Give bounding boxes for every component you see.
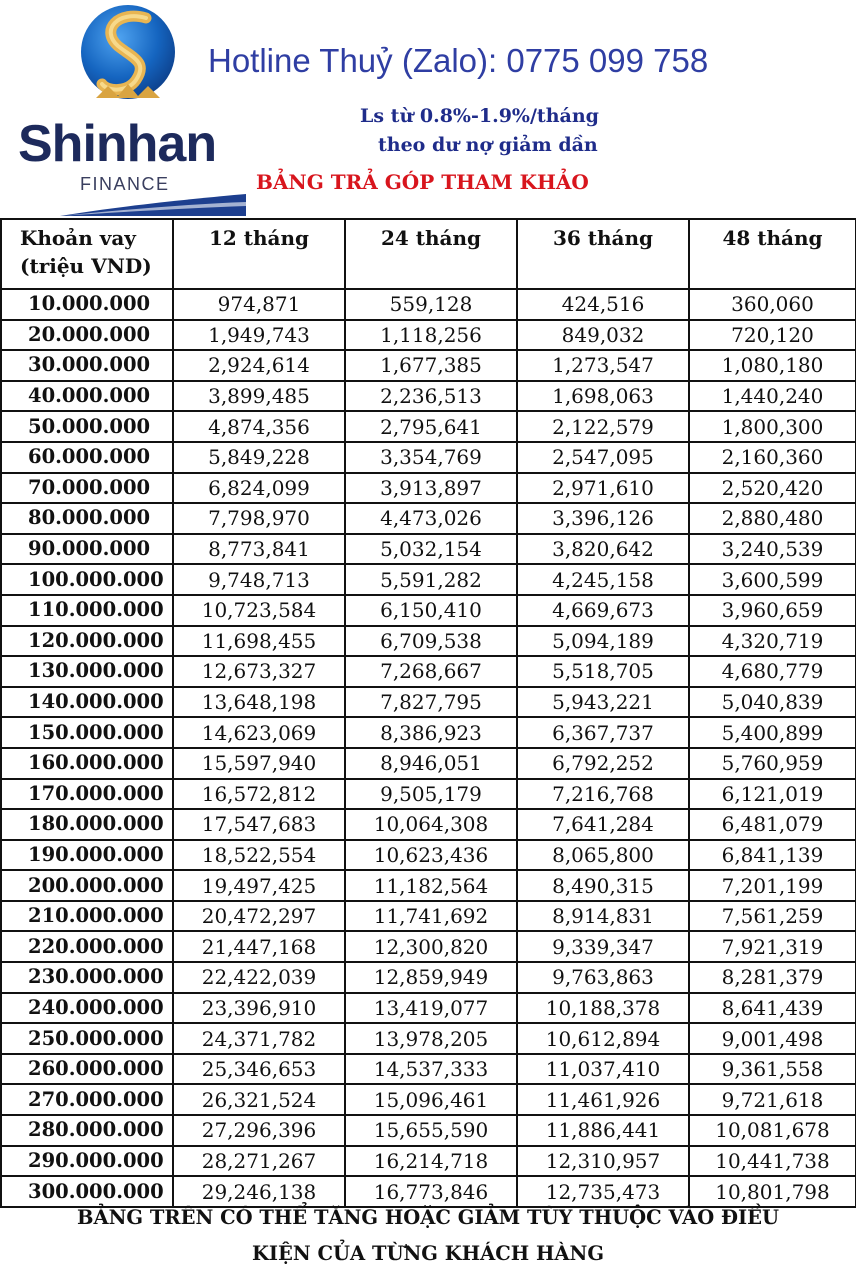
monthly-payment-cell: 5,760,959 bbox=[689, 748, 856, 779]
monthly-payment-cell: 5,094,189 bbox=[517, 626, 689, 657]
monthly-payment-cell: 4,874,356 bbox=[173, 411, 345, 442]
monthly-payment-cell: 3,960,659 bbox=[689, 595, 856, 626]
monthly-payment-cell: 9,763,863 bbox=[517, 962, 689, 993]
monthly-payment-cell: 9,721,618 bbox=[689, 1084, 856, 1115]
monthly-payment-cell: 424,516 bbox=[517, 289, 689, 320]
monthly-payment-cell: 13,419,077 bbox=[345, 993, 517, 1024]
loan-amount-cell: 20.000.000 bbox=[1, 320, 173, 351]
table-row bbox=[1, 503, 856, 534]
loan-amount-cell: 220.000.000 bbox=[1, 931, 173, 962]
monthly-payment-cell: 10,801,798 bbox=[689, 1176, 856, 1207]
monthly-payment-cell: 720,120 bbox=[689, 320, 856, 351]
shinhan-logo-icon bbox=[78, 0, 178, 105]
table-row bbox=[1, 870, 856, 901]
monthly-payment-cell: 7,641,284 bbox=[517, 809, 689, 840]
table-row bbox=[1, 931, 856, 962]
table-row bbox=[1, 993, 856, 1024]
monthly-payment-cell: 10,723,584 bbox=[173, 595, 345, 626]
monthly-payment-cell: 8,641,439 bbox=[689, 993, 856, 1024]
monthly-payment-cell: 7,921,319 bbox=[689, 931, 856, 962]
term-column-header: 12 tháng bbox=[173, 219, 345, 289]
monthly-payment-cell: 10,612,894 bbox=[517, 1023, 689, 1054]
loan-header-line2: (triệu VND) bbox=[20, 254, 152, 278]
monthly-payment-cell: 3,899,485 bbox=[173, 381, 345, 412]
loan-amount-cell: 140.000.000 bbox=[1, 687, 173, 718]
monthly-payment-cell: 5,032,154 bbox=[345, 534, 517, 565]
loan-column-header bbox=[1, 219, 173, 289]
monthly-payment-cell: 3,820,642 bbox=[517, 534, 689, 565]
monthly-payment-cell: 13,648,198 bbox=[173, 687, 345, 718]
monthly-payment-cell: 9,339,347 bbox=[517, 931, 689, 962]
table-row bbox=[1, 289, 856, 320]
table-row bbox=[1, 717, 856, 748]
monthly-payment-cell: 12,735,473 bbox=[517, 1176, 689, 1207]
loan-amount-cell: 30.000.000 bbox=[1, 350, 173, 381]
monthly-payment-cell: 2,160,360 bbox=[689, 442, 856, 473]
monthly-payment-cell: 5,849,228 bbox=[173, 442, 345, 473]
table-row bbox=[1, 962, 856, 993]
monthly-payment-cell: 6,792,252 bbox=[517, 748, 689, 779]
monthly-payment-cell: 13,978,205 bbox=[345, 1023, 517, 1054]
monthly-payment-cell: 6,824,099 bbox=[173, 473, 345, 504]
monthly-payment-cell: 7,268,667 bbox=[345, 656, 517, 687]
installment-table bbox=[0, 218, 856, 1208]
monthly-payment-cell: 4,320,719 bbox=[689, 626, 856, 657]
monthly-payment-cell: 8,386,923 bbox=[345, 717, 517, 748]
loan-amount-cell: 300.000.000 bbox=[1, 1176, 173, 1207]
loan-amount-cell: 10.000.000 bbox=[1, 289, 173, 320]
monthly-payment-cell: 11,461,926 bbox=[517, 1084, 689, 1115]
term-column-header: 24 tháng bbox=[345, 219, 517, 289]
monthly-payment-cell: 11,741,692 bbox=[345, 901, 517, 932]
loan-amount-cell: 150.000.000 bbox=[1, 717, 173, 748]
table-row bbox=[1, 564, 856, 595]
monthly-payment-cell: 11,182,564 bbox=[345, 870, 517, 901]
monthly-payment-cell: 6,709,538 bbox=[345, 626, 517, 657]
monthly-payment-cell: 3,240,539 bbox=[689, 534, 856, 565]
loan-amount-cell: 120.000.000 bbox=[1, 626, 173, 657]
table-row bbox=[1, 534, 856, 565]
monthly-payment-cell: 4,473,026 bbox=[345, 503, 517, 534]
monthly-payment-cell: 3,396,126 bbox=[517, 503, 689, 534]
term-column-header: 36 tháng bbox=[517, 219, 689, 289]
loan-amount-cell: 50.000.000 bbox=[1, 411, 173, 442]
monthly-payment-cell: 5,040,839 bbox=[689, 687, 856, 718]
table-row bbox=[1, 381, 856, 412]
page-title: BẢNG TRẢ GÓP THAM KHẢO bbox=[256, 170, 589, 194]
monthly-payment-cell: 3,913,897 bbox=[345, 473, 517, 504]
monthly-payment-cell: 5,943,221 bbox=[517, 687, 689, 718]
loan-amount-cell: 170.000.000 bbox=[1, 779, 173, 810]
table-row bbox=[1, 350, 856, 381]
monthly-payment-cell: 2,971,610 bbox=[517, 473, 689, 504]
loan-amount-cell: 180.000.000 bbox=[1, 809, 173, 840]
monthly-payment-cell: 849,032 bbox=[517, 320, 689, 351]
monthly-payment-cell: 1,118,256 bbox=[345, 320, 517, 351]
interest-rate-line: Ls từ 0.8%-1.9%/tháng bbox=[360, 105, 599, 127]
table-row bbox=[1, 473, 856, 504]
monthly-payment-cell: 21,447,168 bbox=[173, 931, 345, 962]
loan-amount-cell: 40.000.000 bbox=[1, 381, 173, 412]
monthly-payment-cell: 25,346,653 bbox=[173, 1054, 345, 1085]
monthly-payment-cell: 19,497,425 bbox=[173, 870, 345, 901]
hotline-text: Hotline Thuỷ (Zalo): 0775 099 758 bbox=[208, 42, 709, 79]
table-row bbox=[1, 595, 856, 626]
monthly-payment-cell: 10,081,678 bbox=[689, 1115, 856, 1146]
monthly-payment-cell: 2,547,095 bbox=[517, 442, 689, 473]
monthly-payment-cell: 18,522,554 bbox=[173, 840, 345, 871]
monthly-payment-cell: 1,273,547 bbox=[517, 350, 689, 381]
loan-amount-cell: 240.000.000 bbox=[1, 993, 173, 1024]
monthly-payment-cell: 559,128 bbox=[345, 289, 517, 320]
table-row bbox=[1, 748, 856, 779]
monthly-payment-cell: 2,924,614 bbox=[173, 350, 345, 381]
monthly-payment-cell: 8,490,315 bbox=[517, 870, 689, 901]
table-header-row bbox=[1, 219, 856, 289]
monthly-payment-cell: 14,537,333 bbox=[345, 1054, 517, 1085]
monthly-payment-cell: 1,698,063 bbox=[517, 381, 689, 412]
table-row bbox=[1, 809, 856, 840]
monthly-payment-cell: 6,150,410 bbox=[345, 595, 517, 626]
monthly-payment-cell: 3,354,769 bbox=[345, 442, 517, 473]
monthly-payment-cell: 16,572,812 bbox=[173, 779, 345, 810]
monthly-payment-cell: 2,880,480 bbox=[689, 503, 856, 534]
monthly-payment-cell: 5,591,282 bbox=[345, 564, 517, 595]
loan-amount-cell: 110.000.000 bbox=[1, 595, 173, 626]
table-row bbox=[1, 442, 856, 473]
monthly-payment-cell: 8,065,800 bbox=[517, 840, 689, 871]
loan-amount-cell: 210.000.000 bbox=[1, 901, 173, 932]
monthly-payment-cell: 1,800,300 bbox=[689, 411, 856, 442]
monthly-payment-cell: 23,396,910 bbox=[173, 993, 345, 1024]
table-row bbox=[1, 779, 856, 810]
monthly-payment-cell: 27,296,396 bbox=[173, 1115, 345, 1146]
loan-amount-cell: 80.000.000 bbox=[1, 503, 173, 534]
table-row bbox=[1, 840, 856, 871]
loan-amount-cell: 190.000.000 bbox=[1, 840, 173, 871]
table-row bbox=[1, 1115, 856, 1146]
monthly-payment-cell: 2,122,579 bbox=[517, 411, 689, 442]
monthly-payment-cell: 10,623,436 bbox=[345, 840, 517, 871]
monthly-payment-cell: 7,827,795 bbox=[345, 687, 517, 718]
monthly-payment-cell: 12,300,820 bbox=[345, 931, 517, 962]
table-row bbox=[1, 626, 856, 657]
monthly-payment-cell: 22,422,039 bbox=[173, 962, 345, 993]
brand-name: Shinhan bbox=[18, 115, 217, 173]
monthly-payment-cell: 28,271,267 bbox=[173, 1146, 345, 1177]
disclaimer-line2: KIỆN CỦA TỪNG KHÁCH HÀNG bbox=[251, 1242, 605, 1265]
loan-amount-cell: 260.000.000 bbox=[1, 1054, 173, 1085]
loan-amount-cell: 200.000.000 bbox=[1, 870, 173, 901]
monthly-payment-cell: 360,060 bbox=[689, 289, 856, 320]
monthly-payment-cell: 29,246,138 bbox=[173, 1176, 345, 1207]
loan-amount-cell: 90.000.000 bbox=[1, 534, 173, 565]
monthly-payment-cell: 12,673,327 bbox=[173, 656, 345, 687]
table-row bbox=[1, 411, 856, 442]
monthly-payment-cell: 10,064,308 bbox=[345, 809, 517, 840]
monthly-payment-cell: 8,914,831 bbox=[517, 901, 689, 932]
loan-amount-cell: 270.000.000 bbox=[1, 1084, 173, 1115]
monthly-payment-cell: 6,367,737 bbox=[517, 717, 689, 748]
monthly-payment-cell: 9,748,713 bbox=[173, 564, 345, 595]
monthly-payment-cell: 1,677,385 bbox=[345, 350, 517, 381]
monthly-payment-cell: 26,321,524 bbox=[173, 1084, 345, 1115]
monthly-payment-cell: 7,561,259 bbox=[689, 901, 856, 932]
monthly-payment-cell: 15,096,461 bbox=[345, 1084, 517, 1115]
monthly-payment-cell: 7,201,199 bbox=[689, 870, 856, 901]
loan-amount-cell: 70.000.000 bbox=[1, 473, 173, 504]
table-row bbox=[1, 901, 856, 932]
loan-amount-cell: 160.000.000 bbox=[1, 748, 173, 779]
installment-table-container bbox=[0, 218, 856, 1208]
monthly-payment-cell: 10,188,378 bbox=[517, 993, 689, 1024]
table-row bbox=[1, 1146, 856, 1177]
monthly-payment-cell: 5,518,705 bbox=[517, 656, 689, 687]
monthly-payment-cell: 20,472,297 bbox=[173, 901, 345, 932]
loan-amount-cell: 100.000.000 bbox=[1, 564, 173, 595]
table-row bbox=[1, 656, 856, 687]
monthly-payment-cell: 2,236,513 bbox=[345, 381, 517, 412]
monthly-payment-cell: 3,600,599 bbox=[689, 564, 856, 595]
loan-amount-cell: 280.000.000 bbox=[1, 1115, 173, 1146]
monthly-payment-cell: 6,481,079 bbox=[689, 809, 856, 840]
monthly-payment-cell: 8,281,379 bbox=[689, 962, 856, 993]
interest-method-line: theo dư nợ giảm dần bbox=[378, 134, 598, 156]
monthly-payment-cell: 4,245,158 bbox=[517, 564, 689, 595]
table-row bbox=[1, 687, 856, 718]
monthly-payment-cell: 2,520,420 bbox=[689, 473, 856, 504]
monthly-payment-cell: 15,597,940 bbox=[173, 748, 345, 779]
term-column-header: 48 tháng bbox=[689, 219, 856, 289]
monthly-payment-cell: 5,400,899 bbox=[689, 717, 856, 748]
monthly-payment-cell: 2,795,641 bbox=[345, 411, 517, 442]
loan-amount-cell: 130.000.000 bbox=[1, 656, 173, 687]
monthly-payment-cell: 11,886,441 bbox=[517, 1115, 689, 1146]
loan-amount-cell: 60.000.000 bbox=[1, 442, 173, 473]
brand-subtitle: FINANCE bbox=[80, 174, 170, 194]
monthly-payment-cell: 974,871 bbox=[173, 289, 345, 320]
monthly-payment-cell: 16,773,846 bbox=[345, 1176, 517, 1207]
monthly-payment-cell: 1,440,240 bbox=[689, 381, 856, 412]
monthly-payment-cell: 9,001,498 bbox=[689, 1023, 856, 1054]
monthly-payment-cell: 14,623,069 bbox=[173, 717, 345, 748]
table-row bbox=[1, 1023, 856, 1054]
monthly-payment-cell: 10,441,738 bbox=[689, 1146, 856, 1177]
disclaimer bbox=[0, 1200, 856, 1272]
table-row bbox=[1, 1054, 856, 1085]
monthly-payment-cell: 12,859,949 bbox=[345, 962, 517, 993]
table-body bbox=[1, 289, 856, 1207]
monthly-payment-cell: 1,949,743 bbox=[173, 320, 345, 351]
monthly-payment-cell: 7,798,970 bbox=[173, 503, 345, 534]
monthly-payment-cell: 17,547,683 bbox=[173, 809, 345, 840]
loan-amount-cell: 230.000.000 bbox=[1, 962, 173, 993]
monthly-payment-cell: 11,698,455 bbox=[173, 626, 345, 657]
monthly-payment-cell: 15,655,590 bbox=[345, 1115, 517, 1146]
monthly-payment-cell: 4,669,673 bbox=[517, 595, 689, 626]
monthly-payment-cell: 16,214,718 bbox=[345, 1146, 517, 1177]
monthly-payment-cell: 24,371,782 bbox=[173, 1023, 345, 1054]
disclaimer-line1: BẢNG TRÊN CÓ THỂ TĂNG HOẶC GIẢM TÙY THUỘC VÀO ĐIỀU bbox=[77, 1206, 779, 1229]
monthly-payment-cell: 11,037,410 bbox=[517, 1054, 689, 1085]
brand-swoosh-icon bbox=[60, 192, 246, 218]
loan-amount-cell: 250.000.000 bbox=[1, 1023, 173, 1054]
monthly-payment-cell: 8,773,841 bbox=[173, 534, 345, 565]
monthly-payment-cell: 9,361,558 bbox=[689, 1054, 856, 1085]
loan-header-line1: Khoản vay bbox=[20, 226, 136, 250]
monthly-payment-cell: 9,505,179 bbox=[345, 779, 517, 810]
monthly-payment-cell: 4,680,779 bbox=[689, 656, 856, 687]
monthly-payment-cell: 12,310,957 bbox=[517, 1146, 689, 1177]
monthly-payment-cell: 8,946,051 bbox=[345, 748, 517, 779]
table-row bbox=[1, 320, 856, 351]
header bbox=[0, 0, 856, 218]
monthly-payment-cell: 7,216,768 bbox=[517, 779, 689, 810]
table-row bbox=[1, 1084, 856, 1115]
monthly-payment-cell: 1,080,180 bbox=[689, 350, 856, 381]
loan-amount-cell: 290.000.000 bbox=[1, 1146, 173, 1177]
monthly-payment-cell: 6,121,019 bbox=[689, 779, 856, 810]
monthly-payment-cell: 6,841,139 bbox=[689, 840, 856, 871]
